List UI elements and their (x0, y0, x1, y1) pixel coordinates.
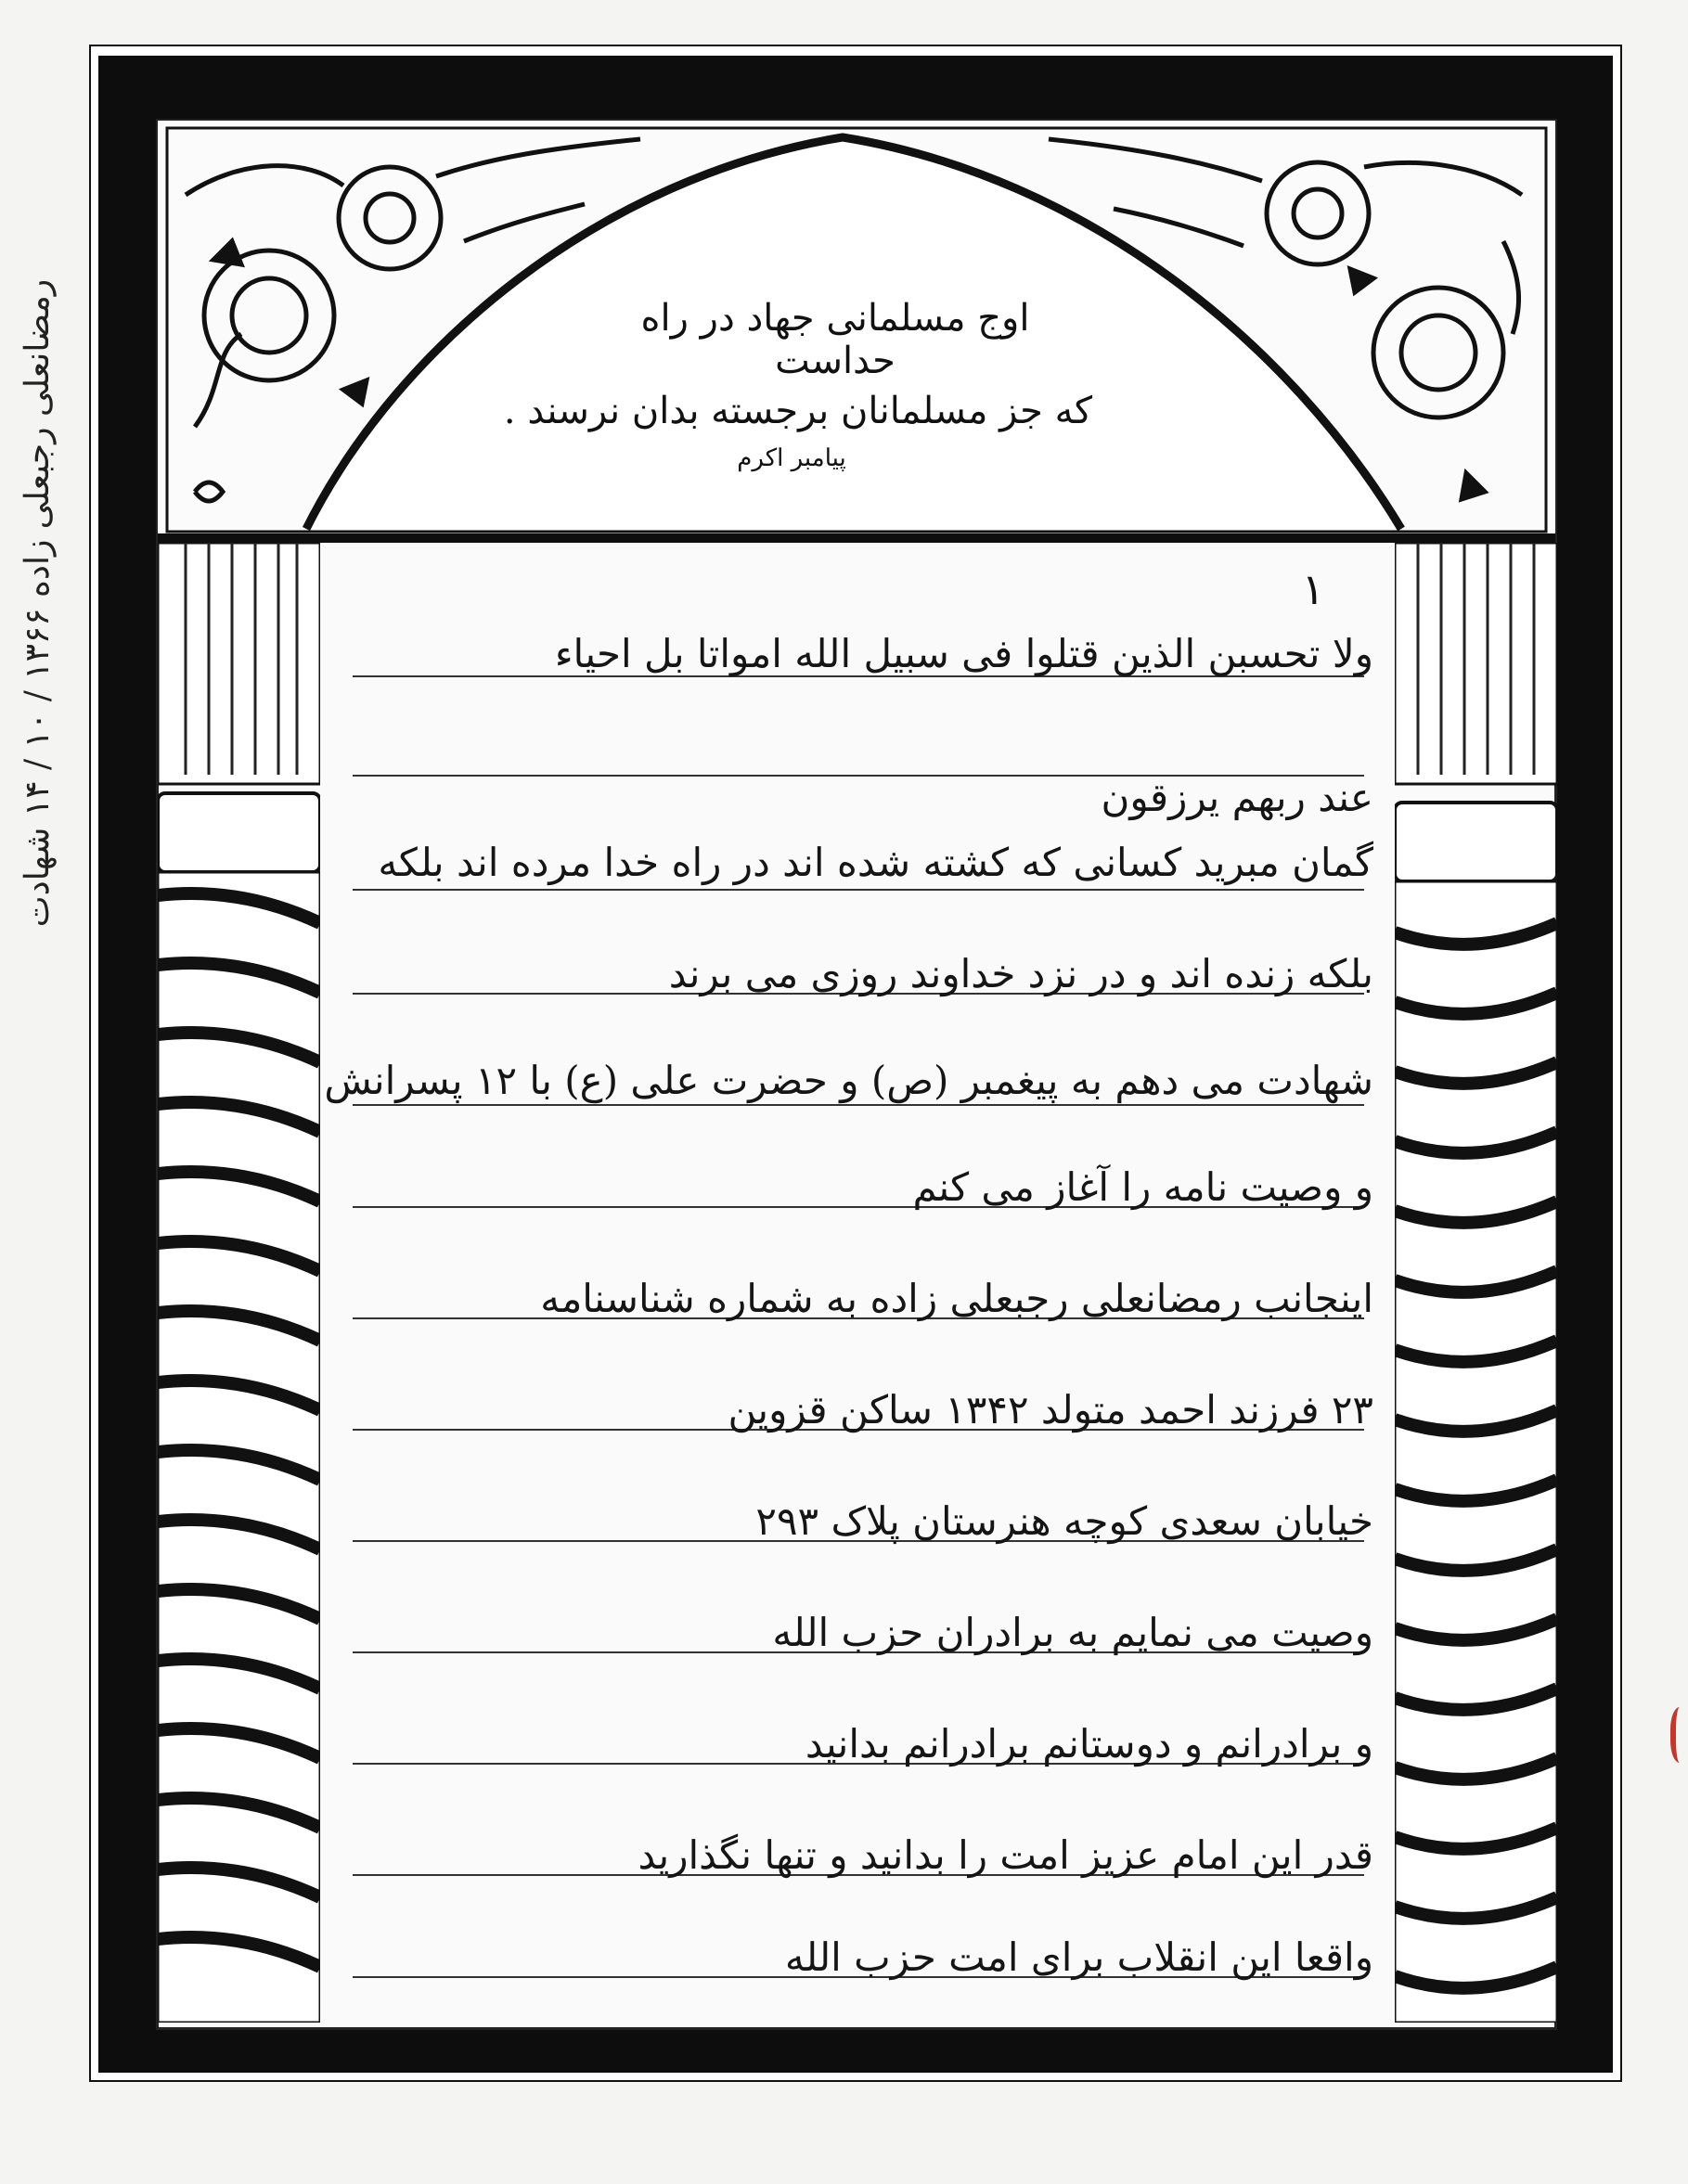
page-number: ۱ (1301, 564, 1325, 614)
ruled-line (353, 889, 1364, 891)
handwritten-line: و وصیت نامه را آغاز می کنم (912, 1164, 1373, 1210)
handwritten-line: ۲۳ فرزند احمد متولد ۱۳۴۲ ساکن قزوین (728, 1387, 1373, 1432)
handwritten-line: اینجانب رمضانعلی رجبعلی زاده به شماره شناسنامه (540, 1276, 1373, 1321)
handwritten-line: ولا تحسبن الذین قتلوا فی سبیل الله امواتا بل احیاء (554, 631, 1373, 676)
handwritten-line: عند ربهم یرزقون (1101, 775, 1373, 820)
margin-annotation: رمضانعلی رجبعلی زاده ۱۳۶۶ / ۱۰ / ۱۴ شهادت (19, 278, 57, 928)
handwritten-line: واقعا این انقلاب برای امت حزب الله (784, 1934, 1373, 1980)
handwritten-line: بلکه زنده اند و در نزد خداوند روزی می برند (668, 951, 1373, 996)
handwritten-line: خیابان سعدی کوچه هنرستان پلاک ۲۹۳ (755, 1498, 1373, 1544)
red-ink-mark (1670, 1707, 1688, 1763)
right-twisted-column (1395, 543, 1557, 2023)
left-twisted-column (158, 543, 320, 2023)
handwritten-line: وصیت می نمایم به برادران حزب الله (772, 1610, 1373, 1655)
handwritten-line: گمان مبرید کسانی که کشته شده اند در راه خدا مرده اند بلکه (378, 840, 1373, 885)
handwritten-line: قدر این امام عزیز امت را بدانید و تنها نگذارید (638, 1832, 1373, 1878)
handwritten-line: و برادرانم و دوستانم برادرانم بدانید (805, 1721, 1373, 1766)
header-verse-line-1: اوج مسلمانی جهاد در راه حداست (640, 297, 1030, 382)
handwritten-line: شهادت می دهم به پیغمبر (ص) و حضرت علی (ع) با ۱۲ پسرانش (324, 1058, 1373, 1103)
header-verse-line-2 (483, 390, 1114, 475)
header-verse-line-2-text: که جز مسلمانان برجسته بدان نرسند . (503, 390, 1093, 432)
ruled-line (353, 1104, 1364, 1106)
verse-attribution: پیامبر اکرم (737, 444, 846, 472)
